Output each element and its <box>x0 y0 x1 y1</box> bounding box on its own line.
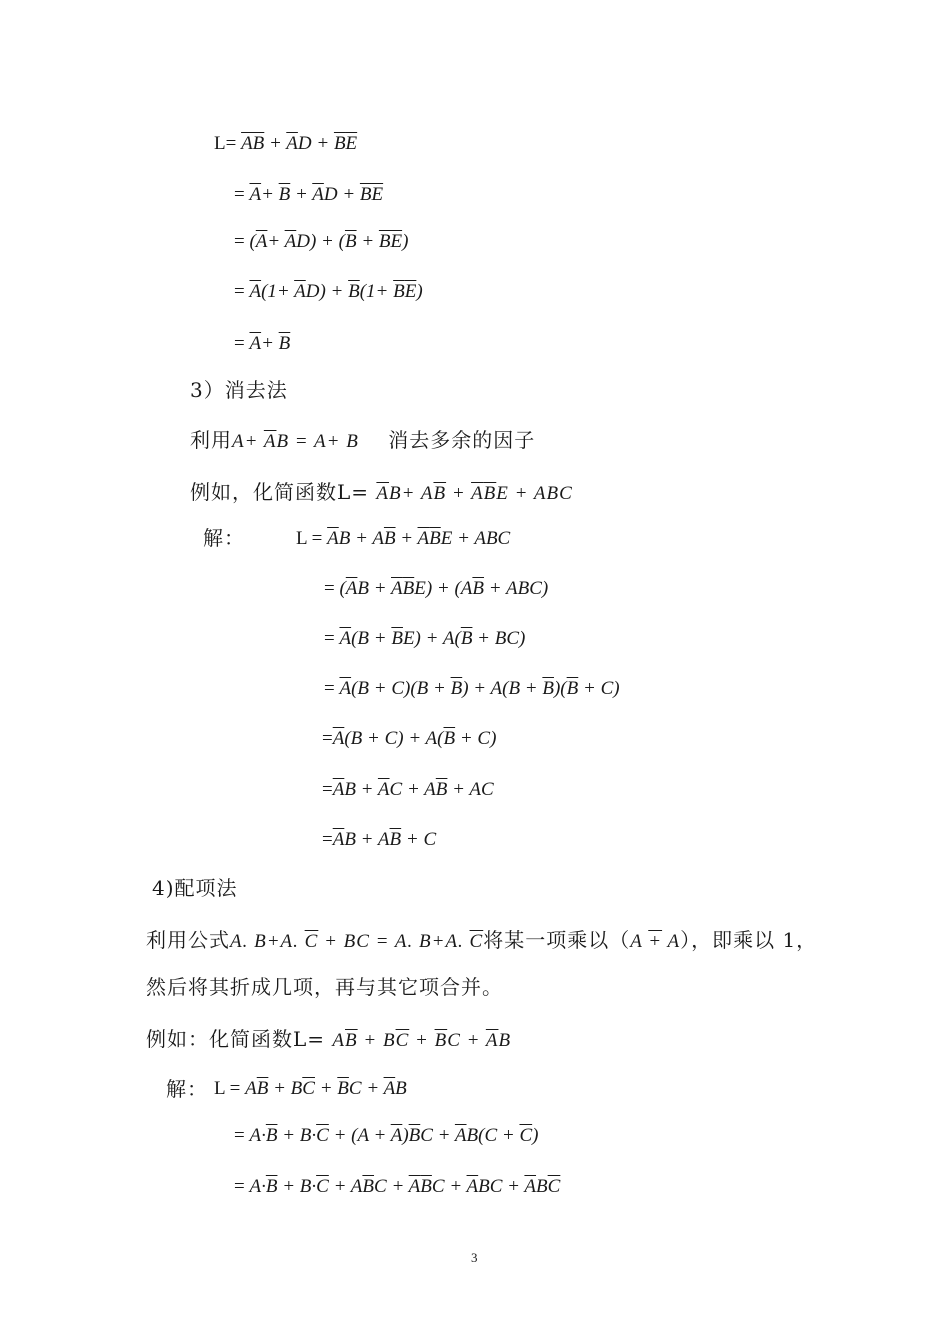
eq-3-step-1: $L = \overline{A}B + A\overline{B} + \overline{A}\overline{B}E$ + ABC <box>296 528 511 549</box>
eq-a-line-2: = $\overline{A}+ \overline{B} + \overline{A}D + \overline{B}\overline{E}$ <box>234 184 384 205</box>
eq-4-step-1: $L = A\overline{B} + B\overline{C} + \overline{B}C + \overline{A}B$ <box>214 1078 407 1099</box>
eq-3-step-3: = $\overline{A}(B + \overline{B}E) + A(\overline{B} + BC)$ <box>324 628 526 649</box>
section-3-solution-label: 解： <box>203 526 245 550</box>
eq-3-step-4: = $\overline{A}(B + C)(B + \overline{B}) + A(B + \overline{B})(\overline{B} + C)$ <box>324 678 620 699</box>
eq-a-line-3: = $(\overline{A}+ \overline{A}D) + (\overline{B} + \overline{B}\overline{E})$ <box>234 231 409 252</box>
section-3-rule: 利用$A+ \overline{A}B = A+ B$ 消去多余的因子 <box>190 428 536 452</box>
eq-4-step-3: = $A\cdot\overline{B} + B\cdot\overline{C} + A\overline{B}C + \overline{A}\overline{B}C + \overline{A}BC + \overline{A}B\overline{C}$ <box>234 1176 561 1197</box>
eq-3-step-5: $=\overline{A}(B + C) + A(\overline{B} + C)$ <box>322 728 497 749</box>
section-4-heading: 4)配项法 <box>152 876 238 900</box>
section-3-heading: 3）消去法 <box>190 378 288 402</box>
section-4-example: 例如：化简函数$L= A\overline{B} + B\overline{C} + \overline{B}C + \overline{A}B$ <box>146 1027 512 1051</box>
page-number: 3 <box>471 1250 478 1265</box>
eq-4-step-2: = $A\cdot\overline{B} + B\cdot\overline{C} + (A + \overline{A})\overline{B}C + \overline{A}B(C + \overline{C})$ <box>234 1125 539 1146</box>
eq-3-step-7: $=\overline{A}B + A\overline{B} + C$ <box>322 829 437 850</box>
eq-3-step-2: = $(\overline{A}B + \overline{A}\overline{B}E) + (A\overline{B} + ABC)$ <box>324 578 549 599</box>
section-4-solution-label: 解： <box>166 1077 208 1101</box>
eq-a-line-1: $L= \overline{AB} + \overline{A}D + \overline{B}\overline{E}$ <box>214 133 358 154</box>
section-3-example: 例如，化简函数$L= \overline{A}B+ A\overline{B} + \overline{A}\overline{B}E$ + ABC <box>190 480 573 504</box>
section-4-rule-line-1: 利用公式A. B+A. $\overline{C}$ + BC = A. B+A. $\overline{C}$将某一项乘以（A + A），即乘以 1， <box>146 928 818 952</box>
section-4-rule-line-2: 然后将其折成几项，再与其它项合并。 <box>146 975 503 999</box>
eq-a-line-5: = $\overline{A}+ \overline{B}$ <box>234 333 291 354</box>
eq-3-step-6: $=\overline{A}B + \overline{A}C + A\overline{B}$ + AC <box>322 779 494 800</box>
eq-a-line-4: = $\overline{A}(1+ \overline{A}D) + \overline{B}(1+ \overline{B}\overline{E})$ <box>234 281 423 302</box>
